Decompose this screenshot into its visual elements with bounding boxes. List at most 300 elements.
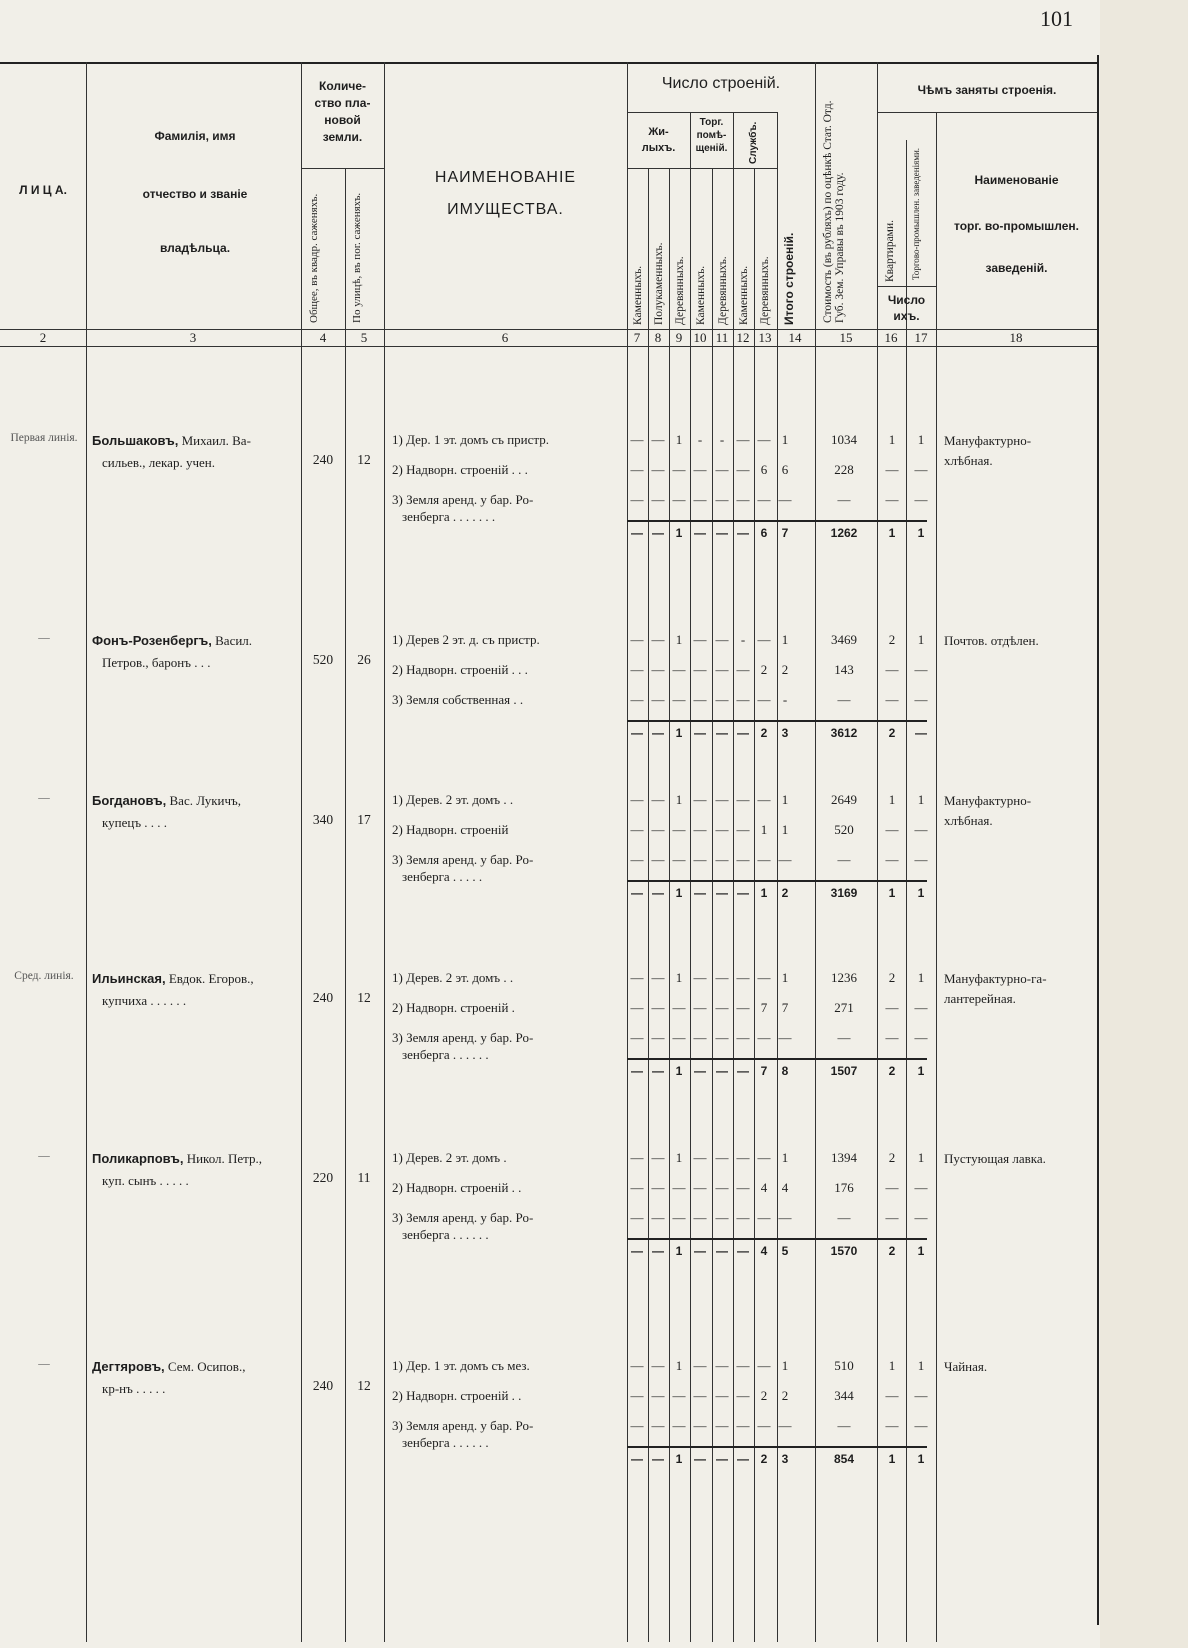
owner-surname: Большаковъ,	[92, 433, 179, 448]
building-count-cell: —	[715, 1210, 729, 1225]
land-total-value: 240	[312, 1378, 334, 1393]
building-count-cell: —	[630, 432, 644, 447]
commercial-label-2: помѣ-	[696, 130, 727, 141]
building-count-cell: —	[715, 1000, 729, 1015]
property-line: 3) Земля аренд. у бар. Ро-	[392, 1418, 534, 1433]
col-owner-label-1: Фамилія, имя	[154, 129, 236, 143]
owner-given-name: Вас. Лукичъ,	[169, 793, 241, 808]
residential-label-1: Жи-	[648, 126, 669, 138]
building-count-cell: —	[736, 1150, 750, 1165]
building-count-cell: —	[672, 662, 686, 677]
apartments-count: —	[885, 1000, 899, 1015]
property-value: 344	[834, 1388, 854, 1403]
building-count-cell: —	[715, 1180, 729, 1195]
property-line: 3) Земля аренд. у бар. Ро-	[392, 1030, 534, 1045]
building-count-cell: —	[693, 692, 707, 707]
building-count-cell: —	[651, 792, 665, 807]
apartments-count: —	[885, 852, 899, 867]
column-number: 18	[1009, 330, 1023, 345]
building-count-cell: —	[715, 1388, 729, 1403]
total-count-cell: 7	[781, 526, 789, 540]
building-count-cell: —	[651, 1388, 665, 1403]
building-count-cell: —	[715, 462, 729, 477]
property-value: —	[837, 1418, 851, 1433]
trade-ind-label: Торгово-промышлен. заведеніями.	[911, 147, 921, 280]
trade-count: —	[914, 1180, 928, 1195]
total-buildings-label: Итого строеній.	[782, 232, 796, 325]
property-line: 1) Дер. 1 эт. домъ съ пристр.	[392, 432, 549, 447]
land-total-value: 240	[312, 990, 334, 1005]
building-count-cell: —	[630, 632, 644, 647]
property-line: 3) Земля аренд. у бар. Ро-	[392, 852, 534, 867]
buildings-title: Число строеній.	[661, 75, 781, 92]
column-number: 4	[319, 330, 327, 345]
column-number: 7	[633, 330, 641, 345]
building-count-cell: 1	[675, 1150, 683, 1165]
building-count-cell: 2	[760, 662, 768, 677]
building-count-cell: —	[651, 852, 665, 867]
header-top-rule	[0, 62, 1098, 64]
total-count-cell: —	[694, 726, 706, 740]
owner-surname: Поликарповъ,	[92, 1151, 184, 1166]
property-line: 3) Земля собственная . .	[392, 692, 524, 707]
c-stone-label: Каменныхъ.	[695, 265, 707, 325]
property-line: 3) Земля аренд. у бар. Ро-	[392, 492, 534, 507]
building-count-cell: —	[693, 632, 707, 647]
value-label: Стоимость (въ рубляхъ) по оцѣнкѣ Стат. Отд. Губ. Зем. Управы въ 1903 году.	[822, 100, 846, 323]
property-value: 1034	[831, 432, 857, 447]
column-number: 8	[654, 330, 662, 345]
col-line	[345, 168, 346, 1642]
est-name-label-3: заведеній.	[985, 261, 1048, 275]
building-count-cell: —	[630, 462, 644, 477]
s-wood-label: Деревянныхъ.	[759, 256, 771, 325]
district-label: Первая линія.	[10, 432, 78, 444]
building-count-cell: —	[651, 462, 665, 477]
building-count-cell: —	[693, 792, 707, 807]
building-count-cell: -	[697, 432, 703, 447]
service-label: Службъ.	[748, 121, 759, 164]
total-count-cell: 1	[675, 1064, 683, 1078]
trade-count: 1	[917, 632, 925, 647]
district-label: —	[38, 632, 50, 644]
apartments-count: 2	[888, 632, 896, 647]
building-count-cell: —	[715, 1358, 729, 1373]
owner-given-name: Сем. Осипов.,	[167, 1359, 246, 1374]
building-count-cell: —	[693, 1030, 707, 1045]
total-count-cell: —	[716, 886, 728, 900]
total-count-cell: 4	[760, 1244, 768, 1258]
total-count-cell: 1	[760, 886, 768, 900]
building-count-cell: 2	[781, 662, 789, 677]
property-line: 2) Надворн. строеній . .	[392, 1388, 522, 1403]
total-apartments: 2	[888, 1064, 896, 1078]
total-apartments: 1	[888, 1452, 896, 1466]
building-count-cell: —	[630, 1180, 644, 1195]
building-count-cell: —	[651, 1150, 665, 1165]
owner-title: сильев., лекар. учен.	[102, 455, 215, 470]
owner-title: куп. сынъ . . . . .	[102, 1173, 189, 1188]
total-count-cell: —	[694, 526, 706, 540]
totals-rule	[627, 1446, 927, 1448]
building-count-cell: 1	[675, 970, 683, 985]
trade-count: 1	[917, 1150, 925, 1165]
trade-count: 1	[917, 1358, 925, 1373]
building-count-cell: —	[651, 1418, 665, 1433]
header-rule	[301, 168, 384, 169]
owner-title: кр-нъ . . . . .	[102, 1381, 166, 1396]
building-count-cell: —	[736, 970, 750, 985]
building-count-cell: 1	[675, 792, 683, 807]
residential-label-2: лыхъ.	[641, 142, 676, 154]
col-line	[86, 62, 87, 1642]
b-wood-label: Деревянныхъ.	[674, 256, 686, 325]
property-line: зенберга . . . . . .	[402, 1227, 489, 1242]
total-count-cell: —	[737, 526, 749, 540]
building-count-cell: —	[630, 1150, 644, 1165]
building-count-cell: —	[736, 1210, 750, 1225]
building-count-cell: —	[630, 822, 644, 837]
building-count-cell: —	[715, 692, 729, 707]
building-count-cell: -	[782, 692, 788, 707]
building-count-cell: —	[630, 492, 644, 507]
totals-rule	[627, 720, 927, 722]
building-count-cell: —	[757, 1030, 771, 1045]
total-trade: 1	[917, 886, 925, 900]
building-count-cell: 1	[675, 632, 683, 647]
building-count-cell: —	[693, 852, 707, 867]
total-count-cell: 7	[760, 1064, 768, 1078]
total-count-cell: —	[716, 1064, 728, 1078]
total-count-cell: —	[737, 726, 749, 740]
owner-name-block	[92, 430, 297, 474]
owner-surname: Фонъ-Розенбергъ,	[92, 633, 212, 648]
column-number: 3	[189, 330, 197, 345]
building-count-cell: —	[736, 662, 750, 677]
establishment-name: лантерейная.	[944, 991, 1016, 1006]
land-street-value: 12	[357, 990, 371, 1005]
building-count-cell: -	[719, 432, 725, 447]
building-count-cell: —	[630, 792, 644, 807]
trade-count: —	[914, 462, 928, 477]
building-count-cell: —	[630, 662, 644, 677]
colnum-bottom-rule	[0, 346, 1098, 347]
apartments-count: —	[885, 1210, 899, 1225]
total-count-cell: 3	[781, 1452, 789, 1466]
building-count-cell: —	[757, 492, 771, 507]
totals-rule	[627, 1058, 927, 1060]
col-owner-label-2: отчество и званіе	[142, 187, 248, 201]
building-count-cell: —	[736, 1388, 750, 1403]
trade-count: 1	[917, 792, 925, 807]
trade-count: —	[914, 1418, 928, 1433]
building-count-cell: —	[630, 1418, 644, 1433]
owner-title: Петров., баронъ . . .	[102, 655, 211, 670]
building-count-cell: —	[736, 1180, 750, 1195]
property-line: 2) Надворн. строеній . . .	[392, 662, 528, 677]
building-count-cell: —	[778, 492, 792, 507]
land-qty-label-3: новой	[324, 113, 361, 127]
total-trade: 1	[917, 1244, 925, 1258]
establishment-name: Почтов. отдѣлен.	[944, 633, 1039, 648]
total-count-cell: —	[716, 526, 728, 540]
building-count-cell: —	[693, 1000, 707, 1015]
district-label: —	[38, 1150, 50, 1162]
commercial-label-3: щеній.	[695, 143, 728, 154]
col-owner-label-3: владѣльца.	[159, 241, 231, 255]
building-count-cell: —	[630, 970, 644, 985]
establishment-name: хлѣбная.	[944, 813, 993, 828]
total-count-cell: —	[652, 886, 664, 900]
total-count-cell: —	[716, 1244, 728, 1258]
building-count-cell: 7	[760, 1000, 768, 1015]
building-count-cell: —	[715, 970, 729, 985]
col-line	[301, 62, 302, 1642]
property-line: 1) Дерев. 2 эт. домъ . .	[392, 970, 514, 985]
building-count-cell: —	[757, 1358, 771, 1373]
building-count-cell: —	[672, 1030, 686, 1045]
column-number: 2	[39, 330, 47, 345]
building-count-cell: —	[736, 1358, 750, 1373]
building-count-cell: —	[672, 692, 686, 707]
building-count-cell: —	[757, 632, 771, 647]
est-name-label-2: торг. во-промышлен.	[954, 219, 1079, 233]
building-count-cell: —	[672, 822, 686, 837]
property-line: 2) Надворн. строеній .	[392, 1000, 515, 1015]
total-apartments: 1	[888, 886, 896, 900]
building-count-cell: —	[715, 662, 729, 677]
apartments-count: 1	[888, 1358, 896, 1373]
owner-surname: Дегтяровъ,	[92, 1359, 165, 1374]
property-line: 3) Земля аренд. у бар. Ро-	[392, 1210, 534, 1225]
col-district-label: Л И Ц А.	[19, 183, 67, 197]
total-count-cell: —	[694, 886, 706, 900]
total-count-cell: —	[631, 1064, 643, 1078]
building-count-cell: —	[778, 1030, 792, 1045]
building-count-cell: —	[651, 970, 665, 985]
building-count-cell: —	[715, 852, 729, 867]
total-apartments: 2	[888, 1244, 896, 1258]
building-count-cell: 2	[760, 1388, 768, 1403]
building-count-cell: 1	[781, 632, 789, 647]
building-count-cell: —	[715, 632, 729, 647]
building-count-cell: —	[693, 1210, 707, 1225]
total-count-cell: —	[737, 1244, 749, 1258]
owner-surname: Богдановъ,	[92, 793, 167, 808]
owner-name-block	[92, 1148, 297, 1192]
building-count-cell: —	[736, 1418, 750, 1433]
owner-name-block	[92, 790, 297, 834]
building-count-cell: —	[651, 1210, 665, 1225]
property-value: 271	[834, 1000, 854, 1015]
total-count-cell: —	[694, 1064, 706, 1078]
building-count-cell: 1	[781, 1150, 789, 1165]
column-number: 9	[675, 330, 683, 345]
apartments-count: —	[885, 662, 899, 677]
building-count-cell: —	[651, 492, 665, 507]
building-count-cell: —	[630, 1210, 644, 1225]
property-line: зенберга . . . . . . .	[402, 509, 496, 524]
building-count-cell: 4	[781, 1180, 789, 1195]
building-count-cell: —	[736, 852, 750, 867]
building-count-cell: —	[778, 1418, 792, 1433]
total-count-cell: —	[737, 886, 749, 900]
building-count-cell: -	[740, 632, 746, 647]
total-count-cell: —	[716, 726, 728, 740]
building-count-cell: —	[757, 1418, 771, 1433]
building-count-cell: —	[778, 1210, 792, 1225]
building-count-cell: 1	[781, 1358, 789, 1373]
apartments-count: —	[885, 1418, 899, 1433]
building-count-cell: —	[693, 1358, 707, 1373]
property-value: 510	[834, 1358, 854, 1373]
land-street-value: 12	[357, 1378, 371, 1393]
trade-count: —	[914, 852, 928, 867]
total-count-cell: —	[652, 726, 664, 740]
total-count-cell: —	[631, 886, 643, 900]
header-rule	[627, 168, 777, 169]
b-stone-label: Каменныхъ.	[632, 265, 644, 325]
total-count-cell: —	[631, 1452, 643, 1466]
property-value: 1236	[831, 970, 857, 985]
building-count-cell: —	[736, 822, 750, 837]
building-count-cell: 1	[781, 792, 789, 807]
building-count-cell: —	[736, 432, 750, 447]
land-street-value: 26	[357, 652, 371, 667]
building-count-cell: —	[672, 1000, 686, 1015]
building-count-cell: —	[715, 822, 729, 837]
total-count-cell: 2	[760, 1452, 768, 1466]
building-count-cell: 1	[781, 970, 789, 985]
land-qty-label-2: ство пла-	[314, 96, 371, 110]
property-name-label-2: ИМУЩЕСТВА.	[447, 201, 564, 218]
total-count-cell: —	[652, 1452, 664, 1466]
building-count-cell: —	[630, 1388, 644, 1403]
building-count-cell: —	[757, 1210, 771, 1225]
building-count-cell: —	[693, 462, 707, 477]
column-number: 6	[501, 330, 509, 345]
total-count-cell: 1	[675, 526, 683, 540]
column-number: 13	[758, 330, 772, 345]
district-label: Сред. линія.	[14, 970, 74, 982]
property-line: зенберга . . . . .	[402, 869, 483, 884]
building-count-cell: —	[672, 1180, 686, 1195]
land-total-value: 220	[312, 1170, 334, 1185]
building-count-cell: —	[651, 632, 665, 647]
property-line: зенберга . . . . . .	[402, 1047, 489, 1062]
column-number: 16	[884, 330, 898, 345]
owner-name-block	[92, 1356, 297, 1400]
building-count-cell: —	[715, 792, 729, 807]
totals-rule	[627, 520, 927, 522]
establishment-name: Мануфактурно-га-	[944, 971, 1047, 986]
right-border	[1097, 55, 1099, 1625]
total-trade: 1	[917, 1452, 925, 1466]
total-trade: —	[915, 726, 927, 740]
trade-count: —	[914, 662, 928, 677]
owner-given-name: Михаил. Ва-	[181, 433, 251, 448]
count-label-2: ихъ.	[893, 309, 920, 323]
total-value: 3169	[830, 886, 858, 900]
header-rule	[627, 112, 777, 113]
building-count-cell: —	[778, 852, 792, 867]
property-value: 520	[834, 822, 854, 837]
building-count-cell: —	[736, 492, 750, 507]
establishment-name: Мануфактурно-	[944, 793, 1032, 808]
building-count-cell: —	[651, 662, 665, 677]
land-qty-label-4: земли.	[322, 130, 363, 144]
property-value: —	[837, 692, 851, 707]
land-street-value: 12	[357, 452, 371, 467]
total-count-cell: 6	[760, 526, 768, 540]
building-count-cell: 6	[781, 462, 789, 477]
count-label-1: Число	[887, 293, 926, 307]
building-count-cell: —	[736, 462, 750, 477]
column-number: 17	[914, 330, 928, 345]
totals-rule	[627, 1238, 927, 1240]
property-value: 176	[834, 1180, 854, 1195]
total-count-cell: —	[694, 1244, 706, 1258]
property-name-label-1: НАИМЕНОВАНІЕ	[434, 169, 577, 186]
property-line: 1) Дерев. 2 эт. домъ .	[392, 1150, 507, 1165]
building-count-cell: —	[757, 692, 771, 707]
building-count-cell: —	[672, 1418, 686, 1433]
header-rule	[877, 112, 1097, 113]
land-total-value: 240	[312, 452, 334, 467]
building-count-cell: 1	[760, 822, 768, 837]
trade-count: —	[914, 492, 928, 507]
trade-count: —	[914, 692, 928, 707]
trade-count: —	[914, 1210, 928, 1225]
property-value: —	[837, 852, 851, 867]
building-count-cell: 6	[760, 462, 768, 477]
land-total-value: 340	[312, 812, 334, 827]
trade-count: —	[914, 1000, 928, 1015]
building-count-cell: —	[693, 662, 707, 677]
trade-count: 1	[917, 432, 925, 447]
total-count-cell: 8	[781, 1064, 789, 1078]
total-value: 1262	[830, 526, 858, 540]
owner-given-name: Никол. Петр.,	[186, 1151, 263, 1166]
total-count-cell: 5	[781, 1244, 789, 1258]
building-count-cell: —	[715, 1030, 729, 1045]
col-line	[384, 62, 385, 1642]
building-count-cell: —	[651, 1000, 665, 1015]
land-street-label: По улицѣ, въ пог. саженяхъ.	[351, 192, 363, 323]
building-count-cell: —	[736, 692, 750, 707]
building-count-cell: —	[757, 970, 771, 985]
building-count-cell: —	[715, 1150, 729, 1165]
establishment-name: Пустующая лавка.	[944, 1151, 1046, 1166]
total-count-cell: —	[652, 526, 664, 540]
building-count-cell: —	[693, 1418, 707, 1433]
property-value: 3469	[831, 632, 857, 647]
column-number: 15	[839, 330, 853, 345]
building-count-cell: —	[757, 432, 771, 447]
building-count-cell: —	[715, 492, 729, 507]
building-count-cell: —	[757, 852, 771, 867]
total-count-cell: 2	[781, 886, 789, 900]
property-value: —	[837, 492, 851, 507]
building-count-cell: —	[630, 1030, 644, 1045]
building-count-cell: 1	[781, 432, 789, 447]
total-trade: 1	[917, 526, 925, 540]
property-value: —	[837, 1210, 851, 1225]
total-value: 1507	[830, 1064, 858, 1078]
building-count-cell: —	[757, 1150, 771, 1165]
building-count-cell: —	[693, 1180, 707, 1195]
c-wood-label: Деревянныхъ.	[717, 256, 729, 325]
